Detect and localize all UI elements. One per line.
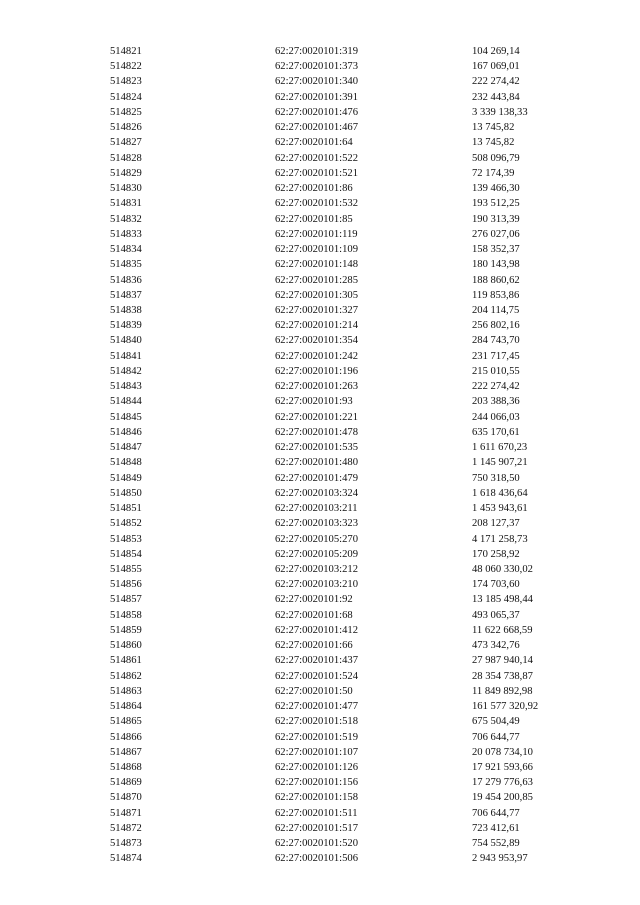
cadastral-value: 19 454 200,85 xyxy=(472,792,533,804)
table-row xyxy=(0,730,640,745)
record-number: 514828 xyxy=(110,152,142,164)
cadastral-number: 62:27:0020101:86 xyxy=(275,183,353,195)
table-row xyxy=(0,440,640,455)
record-number: 514853 xyxy=(110,533,142,545)
cadastral-value: 158 352,37 xyxy=(472,244,520,256)
cadastral-value: 723 412,61 xyxy=(472,822,520,834)
table-row xyxy=(0,806,640,821)
record-number: 514867 xyxy=(110,746,142,758)
cadastral-number: 62:27:0020101:85 xyxy=(275,213,353,225)
cadastral-number: 62:27:0020101:196 xyxy=(275,365,358,377)
record-number: 514836 xyxy=(110,274,142,286)
cadastral-number: 62:27:0020101:126 xyxy=(275,762,358,774)
cadastral-number: 62:27:0020101:519 xyxy=(275,731,358,743)
cadastral-value: 675 504,49 xyxy=(472,716,520,728)
cadastral-value: 180 143,98 xyxy=(472,259,520,271)
cadastral-number: 62:27:0020101:109 xyxy=(275,244,358,256)
record-number: 514842 xyxy=(110,365,142,377)
table-row xyxy=(0,760,640,775)
cadastral-number: 62:27:0020101:412 xyxy=(275,624,358,636)
cadastral-value: 754 552,89 xyxy=(472,838,520,850)
cadastral-number: 62:27:0020105:270 xyxy=(275,533,358,545)
table-row xyxy=(0,135,640,150)
cadastral-value: 11 849 892,98 xyxy=(472,685,533,697)
table-row xyxy=(0,166,640,181)
cadastral-number: 62:27:0020101:50 xyxy=(275,685,353,697)
cadastral-number: 62:27:0020101:535 xyxy=(275,442,358,454)
table-row xyxy=(0,699,640,714)
cadastral-number: 62:27:0020101:477 xyxy=(275,701,358,713)
cadastral-value: 208 127,37 xyxy=(472,518,520,530)
record-number: 514866 xyxy=(110,731,142,743)
cadastral-value: 244 066,03 xyxy=(472,411,520,423)
table-row xyxy=(0,577,640,592)
record-number: 514840 xyxy=(110,335,142,347)
cadastral-value: 167 069,01 xyxy=(472,61,520,73)
cadastral-number: 62:27:0020101:92 xyxy=(275,594,353,606)
table-row xyxy=(0,379,640,394)
table-row xyxy=(0,288,640,303)
table-row xyxy=(0,714,640,729)
cadastral-value: 1 453 943,61 xyxy=(472,503,528,515)
table-row xyxy=(0,547,640,562)
table-row xyxy=(0,318,640,333)
record-number: 514832 xyxy=(110,213,142,225)
table-row xyxy=(0,257,640,272)
cadastral-number: 62:27:0020103:211 xyxy=(275,503,358,515)
cadastral-number: 62:27:0020103:210 xyxy=(275,579,358,591)
record-number: 514831 xyxy=(110,198,142,210)
record-number: 514852 xyxy=(110,518,142,530)
cadastral-number: 62:27:0020101:263 xyxy=(275,381,358,393)
table-row xyxy=(0,608,640,623)
table-row xyxy=(0,653,640,668)
cadastral-number: 62:27:0020101:520 xyxy=(275,838,358,850)
cadastral-number: 62:27:0020103:324 xyxy=(275,487,358,499)
cadastral-number: 62:27:0020101:437 xyxy=(275,655,358,667)
table-row xyxy=(0,425,640,440)
table-row xyxy=(0,638,640,653)
record-number: 514856 xyxy=(110,579,142,591)
cadastral-value: 284 743,70 xyxy=(472,335,520,347)
table-row xyxy=(0,851,640,866)
table-row xyxy=(0,303,640,318)
record-number: 514854 xyxy=(110,548,142,560)
cadastral-value: 170 258,92 xyxy=(472,548,520,560)
cadastral-number: 62:27:0020101:64 xyxy=(275,137,353,149)
table-row xyxy=(0,821,640,836)
record-number: 514868 xyxy=(110,762,142,774)
record-number: 514827 xyxy=(110,137,142,149)
table-row xyxy=(0,181,640,196)
table-row xyxy=(0,227,640,242)
cadastral-number: 62:27:0020101:467 xyxy=(275,122,358,134)
record-number: 514864 xyxy=(110,701,142,713)
cadastral-value: 1 618 436,64 xyxy=(472,487,528,499)
cadastral-value: 493 065,37 xyxy=(472,609,520,621)
cadastral-number: 62:27:0020101:148 xyxy=(275,259,358,271)
record-number: 514870 xyxy=(110,792,142,804)
record-number: 514834 xyxy=(110,244,142,256)
table-row xyxy=(0,745,640,760)
cadastral-value: 161 577 320,92 xyxy=(472,701,539,713)
table-body xyxy=(0,44,640,867)
cadastral-value: 635 170,61 xyxy=(472,426,520,438)
cadastral-value: 27 987 940,14 xyxy=(472,655,533,667)
table-row xyxy=(0,242,640,257)
cadastral-number: 62:27:0020101:158 xyxy=(275,792,358,804)
record-number: 514822 xyxy=(110,61,142,73)
cadastral-value: 276 027,06 xyxy=(472,228,520,240)
cadastral-number: 62:27:0020101:511 xyxy=(275,807,358,819)
record-number: 514844 xyxy=(110,396,142,408)
cadastral-number: 62:27:0020101:221 xyxy=(275,411,358,423)
record-number: 514830 xyxy=(110,183,142,195)
cadastral-value: 204 114,75 xyxy=(472,304,520,316)
cadastral-number: 62:27:0020101:305 xyxy=(275,289,358,301)
record-number: 514833 xyxy=(110,228,142,240)
table-row xyxy=(0,196,640,211)
cadastral-value: 473 342,76 xyxy=(472,640,520,652)
record-number: 514839 xyxy=(110,320,142,332)
table-row xyxy=(0,90,640,105)
cadastral-number: 62:27:0020101:68 xyxy=(275,609,353,621)
cadastral-number: 62:27:0020105:209 xyxy=(275,548,358,560)
table-row xyxy=(0,59,640,74)
cadastral-value: 3 339 138,33 xyxy=(472,106,528,118)
cadastral-number: 62:27:0020101:532 xyxy=(275,198,358,210)
cadastral-number: 62:27:0020101:319 xyxy=(275,46,358,57)
table-row xyxy=(0,669,640,684)
cadastral-value: 104 269,14 xyxy=(472,46,520,57)
record-number: 514838 xyxy=(110,304,142,316)
record-number: 514873 xyxy=(110,838,142,850)
table-row xyxy=(0,212,640,227)
record-number: 514850 xyxy=(110,487,142,499)
cadastral-number: 62:27:0020101:479 xyxy=(275,472,358,484)
table-row xyxy=(0,471,640,486)
table-row xyxy=(0,775,640,790)
cadastral-value: 706 644,77 xyxy=(472,731,520,743)
cadastral-number: 62:27:0020101:285 xyxy=(275,274,358,286)
cadastral-value: 72 174,39 xyxy=(472,167,515,179)
cadastral-value: 13 745,82 xyxy=(472,137,515,149)
cadastral-value: 190 313,39 xyxy=(472,213,520,225)
table-row xyxy=(0,273,640,288)
record-number: 514829 xyxy=(110,167,142,179)
record-number: 514826 xyxy=(110,122,142,134)
cadastral-number: 62:27:0020101:522 xyxy=(275,152,358,164)
cadastral-value: 1 611 670,23 xyxy=(472,442,528,454)
table-row xyxy=(0,486,640,501)
cadastral-value: 193 512,25 xyxy=(472,198,520,210)
cadastral-value: 231 717,45 xyxy=(472,350,520,362)
cadastral-value: 48 060 330,02 xyxy=(472,563,533,575)
cadastral-number: 62:27:0020101:521 xyxy=(275,167,358,179)
table-row xyxy=(0,623,640,638)
record-number: 514871 xyxy=(110,807,142,819)
table-row xyxy=(0,836,640,851)
record-number: 514865 xyxy=(110,716,142,728)
cadastral-value: 4 171 258,73 xyxy=(472,533,528,545)
table-row xyxy=(0,501,640,516)
record-number: 514849 xyxy=(110,472,142,484)
cadastral-number: 62:27:0020101:119 xyxy=(275,228,358,240)
cadastral-number: 62:27:0020101:517 xyxy=(275,822,358,834)
record-number: 514843 xyxy=(110,381,142,393)
record-number: 514859 xyxy=(110,624,142,636)
record-number: 514872 xyxy=(110,822,142,834)
record-number: 514821 xyxy=(110,46,142,57)
cadastral-value: 174 703,60 xyxy=(472,579,520,591)
table-row xyxy=(0,516,640,531)
record-number: 514847 xyxy=(110,442,142,454)
cadastral-number: 62:27:0020101:524 xyxy=(275,670,358,682)
cadastral-number: 62:27:0020101:327 xyxy=(275,304,358,316)
cadastral-number: 62:27:0020101:518 xyxy=(275,716,358,728)
table-row xyxy=(0,105,640,120)
record-number: 514824 xyxy=(110,91,142,103)
cadastral-value: 232 443,84 xyxy=(472,91,520,103)
table-row xyxy=(0,532,640,547)
cadastral-value: 11 622 668,59 xyxy=(472,624,533,636)
record-number: 514858 xyxy=(110,609,142,621)
cadastral-value: 1 145 907,21 xyxy=(472,457,528,469)
record-number: 514869 xyxy=(110,777,142,789)
cadastral-number: 62:27:0020101:478 xyxy=(275,426,358,438)
table-row xyxy=(0,410,640,425)
record-number: 514837 xyxy=(110,289,142,301)
cadastral-value: 13 745,82 xyxy=(472,122,515,134)
cadastral-number: 62:27:0020101:93 xyxy=(275,396,353,408)
table-row xyxy=(0,364,640,379)
record-number: 514851 xyxy=(110,503,142,515)
cadastral-number: 62:27:0020101:476 xyxy=(275,106,358,118)
record-number: 514825 xyxy=(110,106,142,118)
record-number: 514862 xyxy=(110,670,142,682)
table-row xyxy=(0,562,640,577)
cadastral-number: 62:27:0020103:323 xyxy=(275,518,358,530)
cadastral-number: 62:27:0020101:66 xyxy=(275,640,353,652)
table-row xyxy=(0,74,640,89)
cadastral-number: 62:27:0020101:214 xyxy=(275,320,358,332)
cadastral-value: 119 853,86 xyxy=(472,289,520,301)
cadastral-number: 62:27:0020101:373 xyxy=(275,61,358,73)
cadastral-number: 62:27:0020101:391 xyxy=(275,91,358,103)
record-number: 514863 xyxy=(110,685,142,697)
cadastral-number: 62:27:0020103:212 xyxy=(275,563,358,575)
record-number: 514857 xyxy=(110,594,142,606)
table-row xyxy=(0,790,640,805)
table-row xyxy=(0,151,640,166)
table-row xyxy=(0,120,640,135)
cadastral-value: 139 466,30 xyxy=(472,183,520,195)
cadastral-value: 750 318,50 xyxy=(472,472,520,484)
cadastral-value: 2 943 953,97 xyxy=(472,853,528,865)
cadastral-value: 28 354 738,87 xyxy=(472,670,533,682)
record-number: 514846 xyxy=(110,426,142,438)
cadastral-number: 62:27:0020101:340 xyxy=(275,76,358,88)
table-row xyxy=(0,44,640,59)
record-number: 514874 xyxy=(110,853,142,865)
table-row xyxy=(0,349,640,364)
cadastral-value: 222 274,42 xyxy=(472,76,520,88)
cadastral-number: 62:27:0020101:242 xyxy=(275,350,358,362)
table-row xyxy=(0,592,640,607)
cadastral-value: 203 388,36 xyxy=(472,396,520,408)
cadastral-value: 17 921 593,66 xyxy=(472,762,533,774)
cadastral-value: 215 010,55 xyxy=(472,365,520,377)
cadastral-value: 706 644,77 xyxy=(472,807,520,819)
table-row xyxy=(0,455,640,470)
cadastral-value: 20 078 734,10 xyxy=(472,746,533,758)
record-number: 514823 xyxy=(110,76,142,88)
record-number: 514841 xyxy=(110,350,142,362)
record-number: 514848 xyxy=(110,457,142,469)
record-number: 514845 xyxy=(110,411,142,423)
cadastral-number: 62:27:0020101:156 xyxy=(275,777,358,789)
table-row xyxy=(0,394,640,409)
cadastral-value: 13 185 498,44 xyxy=(472,594,533,606)
cadastral-value: 188 860,62 xyxy=(472,274,520,286)
record-number: 514860 xyxy=(110,640,142,652)
table-row xyxy=(0,333,640,348)
record-number: 514835 xyxy=(110,259,142,271)
cadastral-number: 62:27:0020101:506 xyxy=(275,853,358,865)
record-number: 514861 xyxy=(110,655,142,667)
cadastral-value: 508 096,79 xyxy=(472,152,520,164)
cadastral-value: 17 279 776,63 xyxy=(472,777,533,789)
cadastral-value: 222 274,42 xyxy=(472,381,520,393)
table-row xyxy=(0,684,640,699)
cadastral-value: 256 802,16 xyxy=(472,320,520,332)
cadastral-number: 62:27:0020101:107 xyxy=(275,746,358,758)
cadastral-number: 62:27:0020101:480 xyxy=(275,457,358,469)
record-number: 514855 xyxy=(110,563,142,575)
cadastral-number: 62:27:0020101:354 xyxy=(275,335,358,347)
